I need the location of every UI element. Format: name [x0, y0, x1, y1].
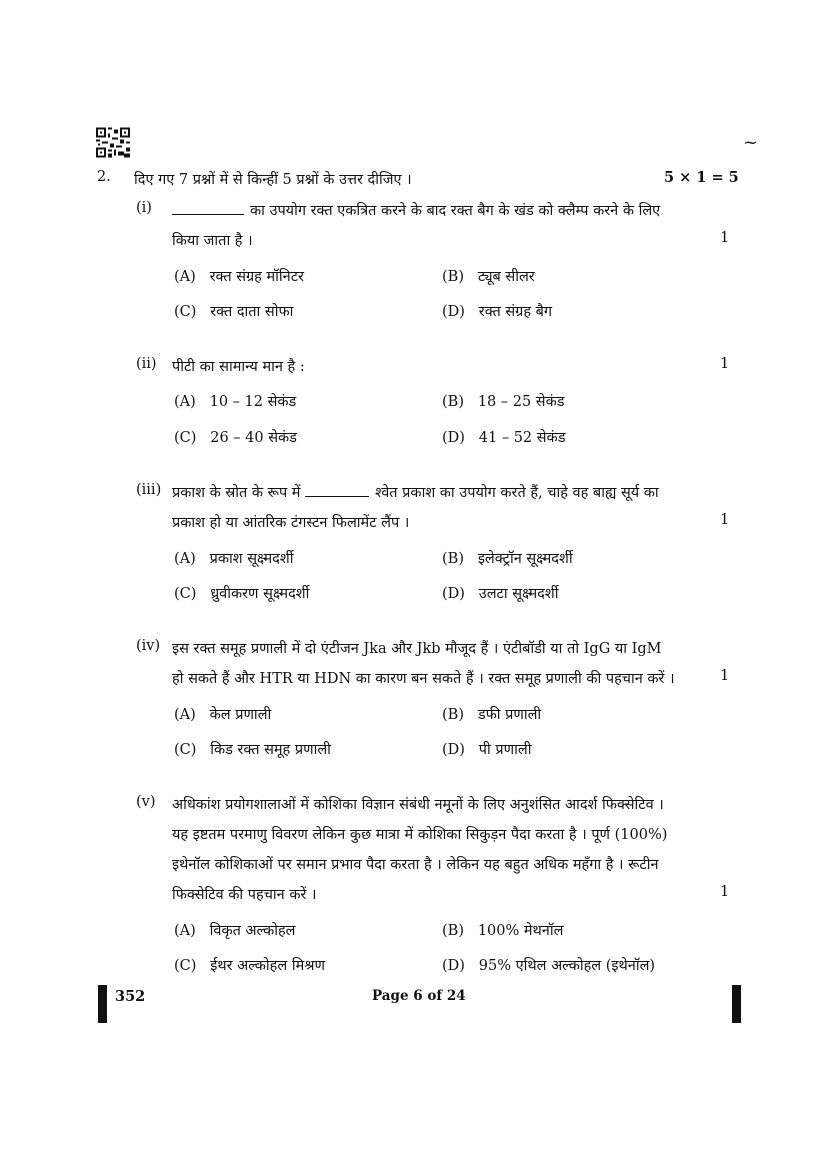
item-stem-line: प्रकाश हो या आंतरिक टंगस्टन फिलामेंट लैंप । — [172, 515, 410, 531]
item-mark: 1 — [720, 512, 730, 528]
item-number: (iv) — [136, 638, 161, 654]
option-a: (A) विकृत अल्कोहल — [174, 923, 296, 939]
item-number: (i) — [136, 200, 152, 216]
item-stem-line: किया जाता है । — [172, 233, 253, 249]
option-b: (B) डफी प्रणाली — [442, 707, 542, 723]
option-c: (C) किड रक्त समूह प्रणाली — [174, 742, 331, 758]
item-mark: 1 — [720, 884, 730, 900]
option-a: (A) 10 – 12 सेकंड — [174, 394, 297, 410]
item-stem-line: इस रक्त समूह प्रणाली में दो एंटीजन Jka और Jkb मौजूद हैं । एंटीबॉडी या तो IgG या IgM — [172, 641, 662, 657]
qr-code — [96, 127, 130, 158]
item-stem-line: अधिकांश प्रयोगशालाओं में कोशिका विज्ञान संबंधी नमूनों के लिए अनुशंसित आदर्श फिक्सेटिव । — [172, 797, 664, 813]
option-d: (D) रक्त संग्रह बैग — [442, 304, 553, 320]
question-marks: 5 × 1 = 5 — [664, 169, 739, 186]
option-b: (B) 100% मेथनॉल — [442, 923, 564, 939]
item-stem-line: प्रकाश के स्रोत के रूप में श्वेत प्रकाश का उपयोग करते हैं, चाहे वह बाह्य सूर्य का — [172, 485, 659, 501]
option-b: (B) ट्यूब सीलर — [442, 269, 535, 285]
item-mark: 1 — [720, 356, 730, 372]
footer-bar-left — [98, 985, 107, 1023]
item-stem-line: पीटी का सामान्य मान है : — [172, 359, 305, 375]
option-d: (D) 41 – 52 सेकंड — [442, 430, 566, 446]
item-stem-line: हो सकते हैं और HTR या HDN का कारण बन सकते हैं । रक्त समूह प्रणाली की पहचान करें । — [172, 671, 675, 687]
item-mark: 1 — [720, 668, 730, 684]
option-a: (A) केल प्रणाली — [174, 707, 272, 723]
item-number: (iii) — [136, 482, 162, 498]
item-number: (v) — [136, 794, 156, 810]
page-number: Page 6 of 24 — [372, 988, 466, 1004]
answer-blank — [305, 495, 369, 497]
footer-bar-right — [732, 985, 741, 1023]
item-stem-line: फिक्सेटिव की पहचान करें । — [172, 887, 317, 903]
answer-blank — [172, 213, 244, 215]
option-a: (A) प्रकाश सूक्ष्मदर्शी — [174, 551, 294, 567]
option-c: (C) 26 – 40 सेकंड — [174, 430, 297, 446]
question-instruction: दिए गए 7 प्रश्नों में से किन्हीं 5 प्रश्नों के उत्तर दीजिए । — [134, 172, 412, 188]
paper-code: 352 — [115, 988, 146, 1005]
option-c: (C) रक्त दाता सोफा — [174, 304, 294, 320]
option-b: (B) इलेक्ट्रॉन सूक्ष्मदर्शी — [442, 551, 573, 567]
item-mark: 1 — [720, 230, 730, 246]
question-number: 2. — [97, 169, 111, 185]
option-d: (D) उलटा सूक्ष्मदर्शी — [442, 586, 559, 602]
option-c: (C) ईथर अल्कोहल मिश्रण — [174, 958, 325, 974]
item-stem-line: यह इष्टतम परमाणु विवरण लेकिन कुछ मात्रा में कोशिका सिकुड़न पैदा करता है । पूर्ण (100%) — [172, 827, 668, 843]
option-a: (A) रक्त संग्रह मॉनिटर — [174, 269, 304, 285]
tilde-mark: ~ — [743, 132, 759, 153]
option-d: (D) पी प्रणाली — [442, 742, 532, 758]
item-stem-line: का उपयोग रक्त एकत्रित करने के बाद रक्त बैग के खंड को क्लैम्प करने के लिए — [172, 200, 660, 220]
item-stem-line: इथेनॉल कोशिकाओं पर समान प्रभाव पैदा करता है । लेकिन यह बहुत अधिक महँगा है । रूटीन — [172, 857, 659, 873]
item-number: (ii) — [136, 356, 157, 372]
option-b: (B) 18 – 25 सेकंड — [442, 394, 565, 410]
option-c: (C) ध्रुवीकरण सूक्ष्मदर्शी — [174, 586, 310, 602]
option-d: (D) 95% एथिल अल्कोहल (इथेनॉल) — [442, 958, 656, 974]
